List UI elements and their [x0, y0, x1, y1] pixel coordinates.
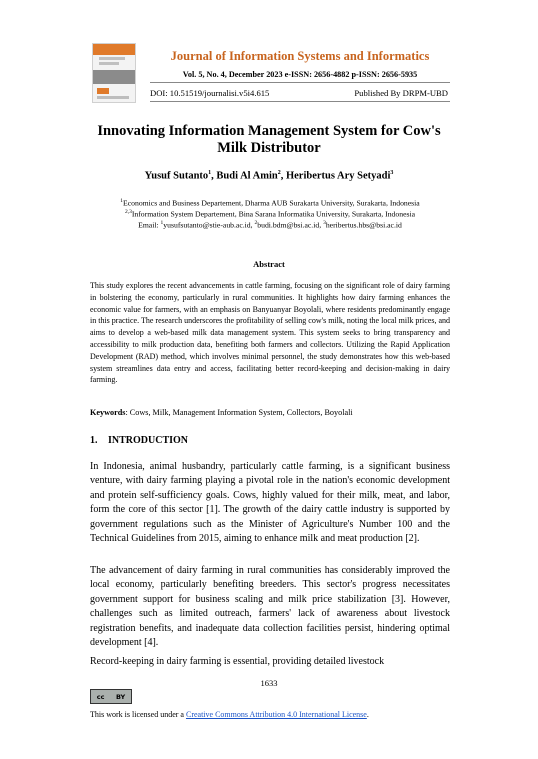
- section-number: 1.: [90, 435, 98, 446]
- author-emails: Email: $^1$yusufsutanto@stie-aub.ac.id, $^2$budi.bdm@bsi.ac.id, $^3$heribertus.hbs@bsi.ac.id: [138, 220, 402, 230]
- keywords-label: Keywords: [90, 408, 126, 417]
- body-paragraph: Record-keeping in dairy farming is essential, providing detailed livestock: [90, 656, 385, 667]
- author-name: Yusuf Sutanto: [144, 170, 209, 182]
- publisher-text: Published By DRPM-UBD: [354, 88, 448, 98]
- doi-text: DOI: 10.51519/journalisi.v5i4.615: [150, 88, 270, 98]
- email-link[interactable]: heribertus.hbs@bsi.ac.id: [325, 220, 402, 230]
- body-paragraph: In Indonesia, animal husbandry, particularly cattle farming, is a significant business venture, with dairy farming playing a pivotal role in the nation's economic development and protein self-sufficiency goals. Cows, highly valued for their milk, meat, and labor, form the core of this sector [1]. The growth of the dairy cattle industry is supported by government regulations such as the Minister of Agriculture's Number 100 and the Technical Guidelines from 2015, aiming to enhance milk and meat production [2].: [90, 461, 450, 545]
- journal-volume-line: Vol. 5, No. 4, December 2023 e-ISSN: 2656-4882 p-ISSN: 2656-5935: [182, 70, 418, 79]
- license-notice: This work is licensed under a Creative Commons Attribution 4.0 International License.: [90, 710, 369, 719]
- keywords-line: [90, 408, 450, 417]
- abstract-heading: Abstract: [253, 259, 285, 269]
- author-name: Budi Al Amin: [216, 170, 278, 182]
- header-divider-top: [150, 82, 450, 83]
- author-list: Yusuf Sutanto$^1$, Budi Al Amin$^2$, Heribertus Ary Setyadi$^3$: [144, 170, 394, 182]
- author-sup: 2: [277, 170, 281, 176]
- by-icon: BY: [115, 692, 126, 701]
- journal-title: Journal of Information Systems and Informatics: [170, 49, 430, 63]
- cc-by-license-icon[interactable]: [90, 689, 132, 704]
- keywords-list: : Cows, Milk, Management Information System, Collectors, Boyolali: [125, 408, 353, 417]
- paper-title-line-1: Innovating Information Management System for Cow's: [97, 123, 441, 139]
- affiliation-1: $^1$Economics and Business Departement, Dharma AUB Surakarta University, Surakarta, Indonesia: [120, 198, 420, 208]
- email-link[interactable]: yusufsutanto@stie-aub.ac.id,: [163, 220, 255, 230]
- paper-title: [90, 123, 448, 157]
- affiliation-2: $^{2,3}$Information System Departement, Bina Sarana Informatika University, Surakarta, Indonesia: [124, 209, 416, 219]
- body-paragraph: The advancement of dairy farming in rural communities has considerably improved the local economy, particularly benefiting breeders. This sector's progress necessitates government support for business scaling and milk price stabilization [3]. However, challenges such as limited outreach, farmers' lack of awareness about livestock registration benefits, and inadequate data collection facilities persist, hindering optimal development [4].: [90, 565, 450, 649]
- cc-icon: cc: [96, 692, 105, 701]
- paper-title-line-2: Milk Distributor: [217, 140, 321, 156]
- abstract-body: This study explores the recent advancements in cattle farming, focusing on the significant role of dairy farming in bolstering the economy, particularly in rural communities. It highlights how dairy farming enhances the economic value for farmers, with an emphasis on Banyuanyar Boyolali, where residents predominantly engage in this practice. The research underscores the profitability of selling cow's milk, noting the local milk prices, and aims to develop a web-based milk data management system. This system seeks to bring transparency and accessibility to milk production data, benefiting both farmers and collectors. Utilizing the Rapid Application Development (RAD) method, which involves minimal personnel, the study demonstrates how this web-based system streamlines data entry and access, facilitating better record-keeping and decision-making in dairy farming.: [90, 281, 450, 385]
- author-name: Heribertus Ary Setyadi: [285, 170, 391, 182]
- email-link[interactable]: budi.bdm@bsi.ac.id,: [257, 220, 324, 230]
- author-sup: 1: [208, 170, 212, 176]
- page-number: 1633: [260, 678, 278, 688]
- license-link[interactable]: Creative Commons Attribution 4.0 International License: [185, 710, 367, 719]
- journal-cover-thumbnail: [92, 43, 136, 103]
- author-sup: 3: [390, 170, 394, 176]
- section-title: INTRODUCTION: [108, 435, 189, 446]
- section-heading: [90, 435, 188, 446]
- header-divider-bottom: [150, 101, 450, 102]
